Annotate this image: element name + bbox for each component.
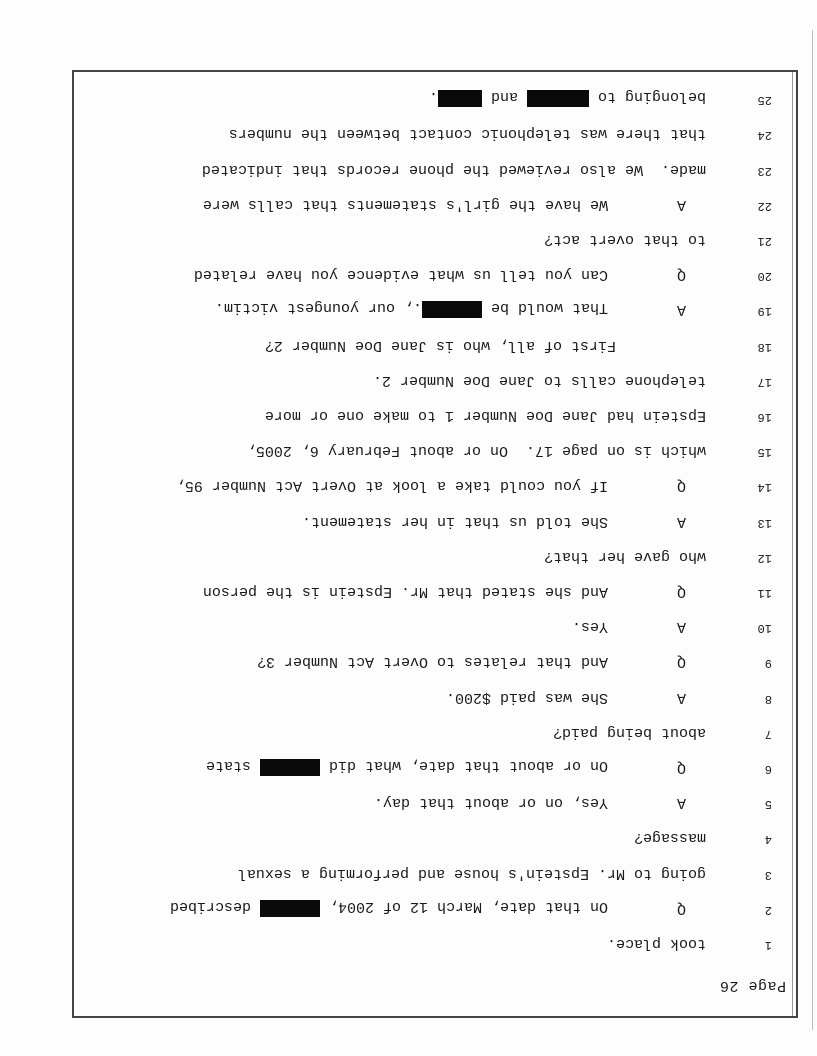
redaction-box — [422, 301, 482, 318]
transcript-line — [72, 120, 798, 142]
speaker-label: A — [676, 301, 686, 319]
redaction-box — [260, 759, 320, 776]
line-text: who gave her that? — [543, 547, 706, 565]
line-number: 7 — [764, 726, 772, 741]
line-text: made. We also reviewed the phone records that indicated — [201, 160, 706, 178]
transcript-line — [72, 789, 798, 811]
line-text: Yes, on or about that day. — [373, 794, 608, 812]
speaker-label: A — [676, 512, 686, 530]
line-text: that there was telephonic contact between the numbers — [228, 125, 706, 143]
transcript-page — [68, 66, 798, 1018]
speaker-label: A — [676, 794, 686, 812]
line-number: 2 — [764, 902, 772, 917]
line-number: 23 — [757, 163, 772, 178]
transcript-line — [72, 930, 798, 952]
speaker-label: Q — [676, 899, 686, 917]
line-text: telephone calls to Jane Doe Number 2. — [372, 371, 706, 389]
line-number: 9 — [764, 656, 772, 671]
transcript-line — [72, 437, 798, 459]
transcript-line — [72, 472, 798, 494]
speaker-label: A — [676, 618, 686, 636]
line-text: to that overt act? — [543, 231, 706, 248]
speaker-label: Q — [676, 477, 686, 495]
line-number: 18 — [757, 339, 772, 354]
transcript-line — [72, 156, 798, 178]
transcript-line — [72, 860, 798, 882]
line-text: On or about that date, what did state — [205, 757, 608, 774]
line-text: which is on page 17. On or about February 6, 2005, — [246, 442, 706, 460]
line-text: Can you tell us what evidence you have related — [193, 266, 608, 284]
line-text: If you could take a look at Overt Act Number 95, — [175, 477, 608, 495]
speaker-label: Q — [676, 583, 686, 600]
line-number: 11 — [757, 586, 772, 600]
line-text: She was paid $200. — [445, 688, 608, 706]
line-number: 17 — [757, 374, 772, 389]
transcript-line — [72, 578, 798, 600]
transcript-line — [72, 332, 798, 354]
transcript-line — [72, 296, 798, 318]
line-text: And she stated that Mr. Epstein is the person — [202, 583, 608, 600]
redaction-box — [260, 900, 320, 917]
transcript-line — [72, 261, 798, 283]
line-number: 24 — [757, 128, 772, 143]
transcript-line — [72, 85, 798, 107]
transcript-line — [72, 226, 798, 248]
line-number: 8 — [764, 691, 772, 706]
line-text: took place. — [606, 935, 706, 952]
transcript-line — [72, 402, 798, 424]
transcript-line — [72, 191, 798, 213]
line-number: 5 — [764, 797, 772, 812]
speaker-label: Q — [676, 759, 686, 776]
transcript-line — [72, 684, 798, 706]
line-text: First of all, who is Jane Doe Number 2? — [264, 336, 706, 354]
transcript-line — [72, 648, 798, 670]
line-number: 10 — [757, 621, 772, 636]
line-number: 3 — [764, 867, 772, 882]
redaction-box — [438, 90, 482, 107]
line-number: 22 — [757, 198, 772, 213]
transcript-line — [72, 824, 798, 846]
transcript-line — [72, 613, 798, 635]
transcript-line — [72, 754, 798, 776]
line-text: That would be ., our youngest victim. — [214, 299, 608, 317]
line-text: Epstein had Jane Doe Number 1 to make one or more — [264, 407, 706, 424]
line-number: 1 — [764, 938, 772, 952]
line-text: massage? — [633, 829, 706, 847]
line-number: 13 — [757, 515, 772, 530]
transcript-line — [72, 543, 798, 565]
transcript-line — [72, 367, 798, 389]
transcript-line — [72, 719, 798, 741]
line-number: 16 — [757, 410, 772, 424]
line-number: 12 — [757, 550, 772, 565]
speaker-label: A — [676, 195, 686, 213]
line-text: belonging to and . — [428, 88, 706, 106]
page-number: Page 26 — [719, 977, 786, 994]
scan-edge-line — [812, 30, 813, 1030]
line-text: On that date, March 12 of 2004, described — [169, 897, 608, 915]
speaker-label: Q — [676, 653, 686, 671]
line-text: And that relates to Overt Act Number 3? — [256, 653, 608, 671]
redaction-box — [527, 90, 589, 107]
line-number: 21 — [757, 234, 772, 248]
line-text: going to Mr. Epstein's house and performing a sexual — [237, 864, 706, 882]
line-text: Yes. — [571, 618, 608, 636]
line-number: 6 — [764, 762, 772, 776]
line-number: 20 — [757, 269, 772, 284]
line-number: 15 — [757, 445, 772, 460]
speaker-label: Q — [676, 266, 686, 284]
line-text: about being paid? — [552, 723, 706, 741]
line-number: 25 — [757, 93, 772, 108]
speaker-label: A — [676, 688, 686, 706]
transcript-line — [72, 508, 798, 530]
line-number: 19 — [757, 304, 772, 319]
line-text: She told us that in her statement. — [301, 512, 608, 530]
line-number: 4 — [764, 832, 772, 847]
line-number: 14 — [757, 480, 772, 495]
transcript-line — [72, 895, 798, 917]
line-text: We have the girl's statements that calls were — [202, 195, 608, 213]
